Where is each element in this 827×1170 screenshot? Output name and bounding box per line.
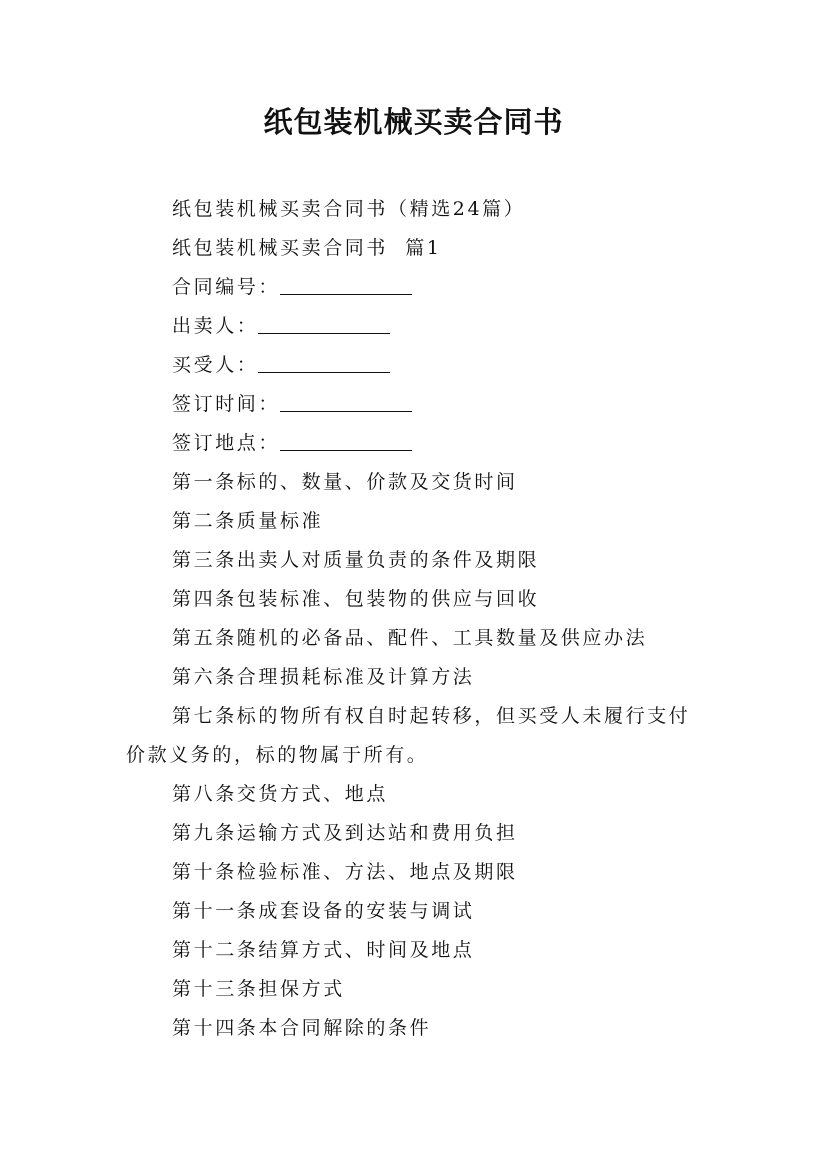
clause-6: 第六条合理损耗标准及计算方法 [172,666,475,688]
signing-place-blank [280,426,412,451]
clause-8: 第八条交货方式、地点 [172,783,389,805]
seller-blank [258,309,390,334]
clause-7: 第七条标的物所有权自时起转移，但买受人未履行支付价款义务的，标的物属于所有。 [126,705,691,766]
field-signing-time [126,385,706,424]
field-contract-number [126,268,706,307]
clause-3: 第三条出卖人对质量负责的条件及期限 [172,549,540,571]
clause-10: 第十条检验标准、方法、地点及期限 [172,861,518,883]
contract-number-blank [280,270,412,295]
document-body [126,190,706,1048]
field-label: 合同编号： [172,276,281,298]
clause-5: 第五条随机的必备品、配件、工具数量及供应办法 [172,627,648,649]
field-label: 出卖人： [172,315,259,337]
document-title: 纸包装机械买卖合同书 [263,105,564,139]
document-subtitle: 纸包装机械买卖合同书（精选24篇） [172,198,526,220]
field-buyer [126,346,706,385]
field-signing-place [126,424,706,463]
clause-11: 第十一条成套设备的安装与调试 [172,900,475,922]
buyer-blank [258,348,390,373]
signing-time-blank [280,387,412,412]
field-label: 签订时间： [172,393,281,415]
clause-14: 第十四条本合同解除的条件 [172,1017,432,1039]
clause-9: 第九条运输方式及到达站和费用负担 [172,822,518,844]
clause-1: 第一条标的、数量、价款及交货时间 [172,471,518,493]
clause-2: 第二条质量标准 [172,510,324,532]
field-label: 买受人： [172,354,259,376]
clause-12: 第十二条结算方式、时间及地点 [172,939,475,961]
field-label: 签订地点： [172,432,281,454]
clause-4: 第四条包装标准、包装物的供应与回收 [172,588,540,610]
clause-13: 第十三条担保方式 [172,978,345,1000]
field-seller [126,307,706,346]
section-heading: 纸包装机械买卖合同书 篇1 [172,237,442,259]
